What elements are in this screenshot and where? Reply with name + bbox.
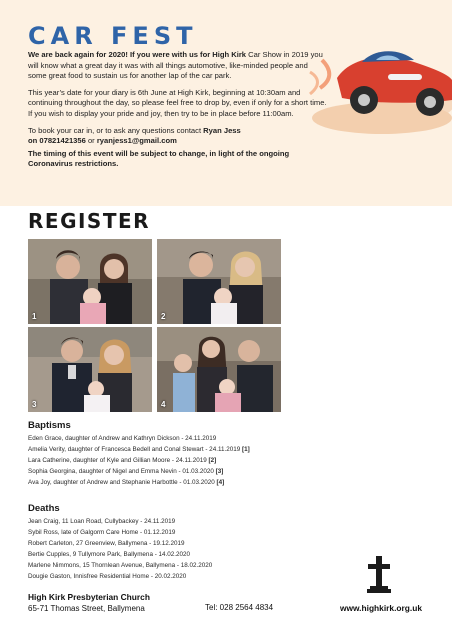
list-item [28, 477, 348, 488]
baptism-photo-2 [157, 239, 281, 324]
photo-number: 1 [32, 312, 37, 321]
car-fest-title: CAR FEST [28, 22, 198, 50]
contact-paragraph [28, 126, 328, 147]
baptism-photo-4 [157, 327, 281, 412]
church-website-link[interactable]: www.highkirk.org.uk [339, 603, 422, 613]
list-item: Robert Carleton, 27 Greenview, Ballymena - 19.12.2019 [28, 540, 185, 547]
baptism-text: Amelia Verity, daughter of Francesca Bedell and Conal Stewart - 24.11.2019 [28, 446, 242, 453]
church-telephone[interactable]: Tel: 028 2564 4834 [205, 603, 274, 612]
list-item [28, 455, 348, 466]
list-item: Sybil Ross, late of Galgorm Care Home - 01.12.2019 [28, 529, 176, 536]
list-item [28, 466, 348, 477]
contact-email[interactable]: ryanjess1@gmail.com [96, 136, 177, 146]
car-fest-body [28, 50, 328, 176]
intro-rest: Car Show in 2019 you will know what a great day it was with all things automotive, like-minded people and some great food to sustain us for another lap of the car park. [28, 50, 323, 81]
baptism-photo-3 [28, 327, 152, 412]
list-item [28, 433, 348, 444]
list-item: Bertie Cupples, 9 Tullymore Park, Ballymena - 14.02.2020 [28, 551, 191, 558]
photo-number: 3 [32, 400, 37, 409]
cross-icon [366, 556, 392, 594]
baptism-text: Lara Catherine, daughter of Kyle and Gillian Moore - 24.11.2019 [28, 457, 209, 464]
coronavirus-notice: The timing of this event will be subject to change, in light of the ongoing Coronavirus restrictions. [28, 148, 290, 169]
photo-ref: [4] [216, 479, 225, 486]
photo-ref: [3] [215, 468, 224, 475]
baptism-text: Sophia Georgina, daughter of Nigel and Emma Nevin - 01.03.2020 [28, 468, 216, 475]
photo-ref: [2] [208, 457, 217, 464]
baptism-text: Eden Grace, daughter of Andrew and Kathryn Dickson - 24.11.2019 [28, 435, 217, 442]
list-item: Marlene Nimmons, 15 Thornlean Avenue, Ballymena - 18.02.2020 [28, 562, 213, 569]
list-item [28, 444, 348, 455]
date-paragraph: This year’s date for your diary is 6th June at High Kirk, beginning at 10:30am and continuing throughout the day, so please feel free to drop by, even if only for a short time. If you wish to display your pride and joy, then try to be in place before 11:00am. [28, 87, 327, 118]
register-title: REGISTER [28, 209, 151, 233]
deaths-heading: Deaths [28, 503, 60, 514]
photo-number: 2 [161, 312, 166, 321]
contact-or: or [85, 136, 97, 146]
photo-number: 4 [161, 400, 166, 409]
contact-phone[interactable]: on 07821421356 [28, 136, 86, 146]
church-address: 65-71 Thomas Street, Ballymena [28, 604, 145, 613]
contact-name: Ryan Jess [203, 125, 241, 135]
list-item: Jean Craig, 11 Loan Road, Cullybackey - 24.11.2019 [28, 518, 176, 525]
contact-pre: To book your car in, or to ask any questions contact [28, 125, 204, 135]
intro-paragraph [28, 50, 328, 82]
baptisms-list [28, 433, 348, 488]
church-name: High Kirk Presbyterian Church [28, 592, 150, 602]
photo-ref: [1] [241, 446, 250, 453]
deaths-list [28, 516, 348, 582]
baptisms-heading: Baptisms [28, 420, 71, 431]
intro-bold: We are back again for 2020! If you were with us for High Kirk [28, 50, 247, 59]
baptism-text: Ava Joy, daughter of Andrew and Stephanie Harbottle - 01.03.2020 [28, 479, 217, 486]
list-item: Dougie Gaston, Innisfree Residential Home - 20.02.2020 [28, 573, 187, 580]
footer-address-block [28, 592, 150, 614]
baptism-photo-1 [28, 239, 152, 324]
